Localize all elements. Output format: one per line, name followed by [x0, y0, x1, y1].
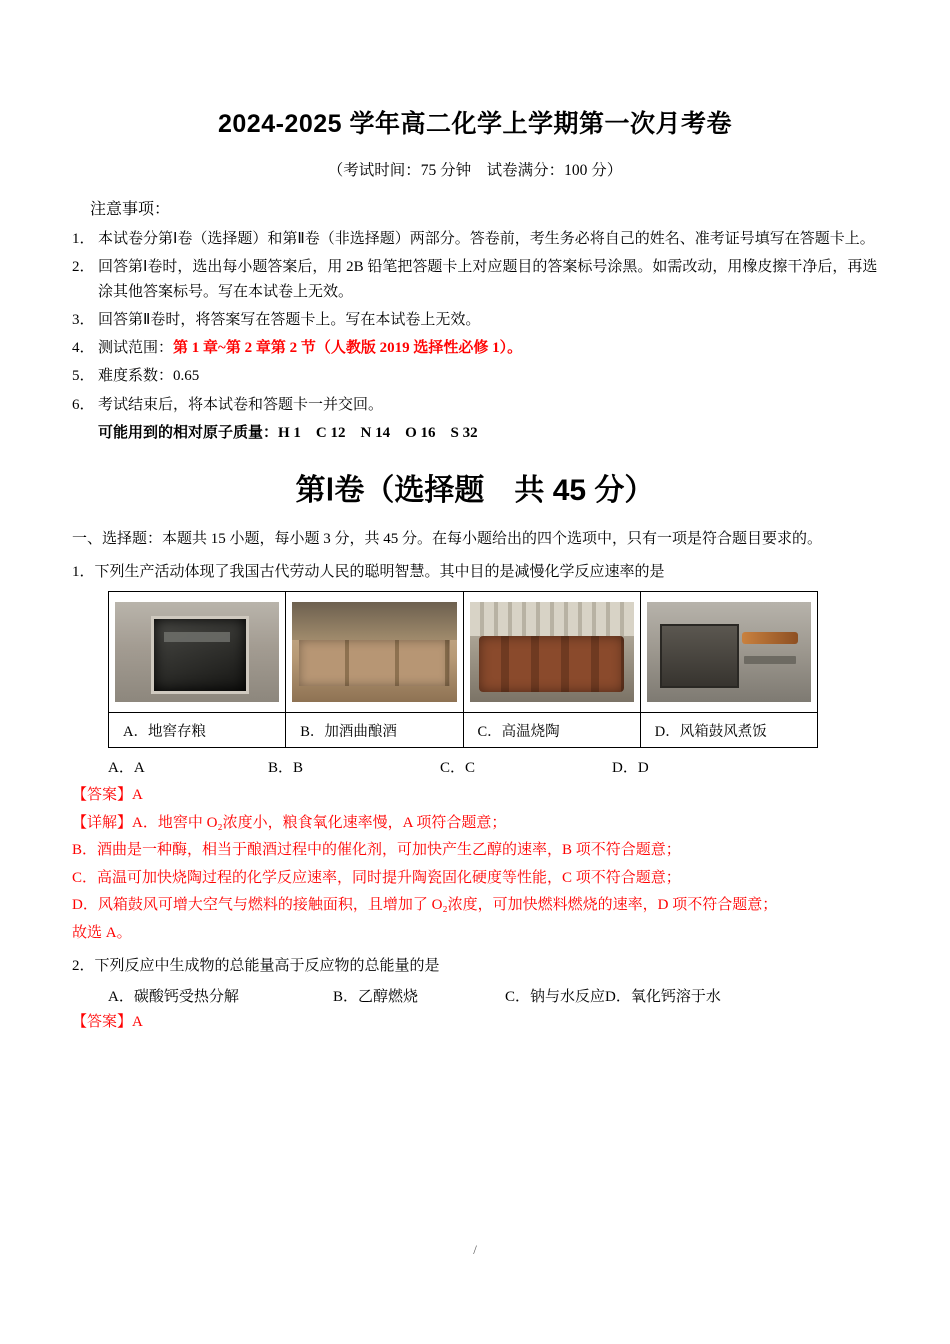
question-1-image-table — [108, 591, 818, 748]
caption-text-b: 加酒曲酿酒 — [324, 723, 397, 740]
cellar-photo — [115, 602, 279, 702]
note-text: 本试卷分第Ⅰ卷（选择题）和第Ⅱ卷（非选择题）两部分。答卷前，考生务必将自己的姓名、准考证号填写在答题卡上。 — [98, 231, 875, 247]
caption-text-c: 高温烧陶 — [501, 723, 560, 740]
caption-text-a: 地窖存粮 — [147, 723, 206, 740]
section-title: 第Ⅰ卷（选择题 共 45 分） — [295, 474, 655, 508]
image-cell-c — [463, 592, 640, 713]
answer-value: A — [132, 787, 143, 804]
question-2-choices — [108, 985, 878, 1006]
note-text: 回答第Ⅰ卷时，选出每小题答案后，用 2B 铅笔把答题卡上对应题目的答案标号涂黑。如需改动，用橡皮擦干净后，再选涂其他答案标号。写在本试卷上无效。 — [98, 259, 878, 300]
question-1-analysis-line — [72, 811, 878, 837]
question-1-analysis-line: 故选 A。 — [72, 924, 132, 941]
note-text: 回答第Ⅱ卷时，将答案写在答题卡上。写在本试卷上无效。 — [98, 311, 481, 328]
caption-cell-c — [463, 713, 640, 748]
image-cell-d — [640, 592, 817, 713]
atomic-mass-line: 可能用到的相对原子质量：H 1 C 12 N 14 O 16 S 32 — [98, 425, 478, 442]
option-d: D．D — [612, 760, 649, 777]
question-1-analysis-line: D．风箱鼓风可增大空气与燃料的接触面积，且增加了 O₂浓度，可加快燃料燃烧的速率，D 项不符合题意； — [72, 897, 778, 914]
table-row-images — [109, 592, 818, 713]
caption-label-a: A． — [123, 723, 148, 740]
bellows-photo — [647, 602, 811, 702]
question-1-options — [108, 756, 878, 777]
table-row-captions — [109, 713, 818, 748]
note-number: 3． — [72, 311, 95, 328]
caption-cell-a — [109, 713, 286, 748]
question-1 — [72, 560, 878, 585]
question-stem: 下列生产活动体现了我国古代劳动人民的聪明智慧。其中目的是减慢化学反应速率的是 — [94, 564, 665, 581]
question-1-answer — [72, 783, 878, 809]
note-label: 测试范围： — [98, 340, 174, 357]
section-intro: 一、选择题：本题共 15 小题，每小题 3 分，共 45 分。在每小题给出的四个选项中，只有一项是符合题目要求的。 — [72, 531, 823, 548]
choice-d: D．氧化钙溶于水 — [605, 989, 721, 1006]
note-number: 4． — [72, 340, 95, 357]
question-number: 1． — [72, 564, 95, 581]
note-item — [72, 227, 878, 251]
note-number: 2． — [72, 259, 95, 276]
caption-text-d: 风箱鼓风煮饭 — [679, 723, 767, 740]
question-1-analysis-line: B．酒曲是一种酶，相当于酿酒过程中的催化剂，可加快产生乙醇的速率，B 项不符合题意； — [72, 842, 681, 859]
answer-label: 【答案】 — [72, 1014, 133, 1031]
option-a: A．A — [108, 760, 145, 777]
brick-photo — [292, 602, 456, 702]
question-2 — [72, 954, 878, 979]
option-c: C．C — [440, 760, 476, 777]
note-number: 6． — [72, 396, 95, 413]
answer-label: 【答案】 — [72, 787, 133, 804]
analysis-label: 【详解】 — [72, 814, 133, 831]
page-footer-mark: / — [473, 1242, 477, 1257]
exam-subtitle: （考试时间：75 分钟 试卷满分：100 分） — [327, 162, 623, 179]
notice-heading: 注意事项： — [90, 201, 171, 218]
question-2-answer — [72, 1010, 878, 1036]
choice-b: B．乙醇燃烧 — [333, 989, 419, 1006]
note-item — [72, 308, 878, 332]
note-text: 考试结束后，将本试卷和答题卡一并交回。 — [98, 396, 384, 413]
image-cell-a — [109, 592, 286, 713]
analysis-text: A．地窖中 O₂浓度小，粮食氧化速率慢，A 项符合题意； — [132, 814, 507, 831]
note-number: 1． — [72, 231, 95, 247]
question-stem: 下列反应中生成物的总能量高于反应物的总能量的是 — [94, 958, 440, 975]
option-b: B．B — [268, 760, 304, 777]
note-number: 5． — [72, 368, 95, 385]
caption-label-d: D． — [654, 723, 680, 740]
note-item — [72, 393, 878, 417]
kiln-photo — [470, 602, 634, 702]
answer-value: A — [132, 1014, 143, 1031]
caption-label-b: B． — [300, 723, 325, 740]
choice-c: C．钠与水反应 — [505, 989, 606, 1006]
test-range-text: 第 1 章~第 2 章第 2 节（人教版 2019 选择性必修 1）。 — [173, 340, 523, 357]
choice-a: A．碳酸钙受热分解 — [108, 989, 239, 1006]
image-cell-b — [286, 592, 463, 713]
caption-label-c: C． — [477, 723, 502, 740]
note-item — [72, 364, 878, 388]
caption-cell-b — [286, 713, 463, 748]
note-item-test-range — [72, 336, 878, 360]
note-item — [72, 255, 878, 304]
page-title: 2024-2025 学年高二化学上学期第一次月考卷 — [217, 110, 732, 138]
note-text: 难度系数：0.65 — [98, 368, 200, 385]
caption-cell-d — [640, 713, 817, 748]
question-1-analysis-line: C．高温可加快烧陶过程的化学反应速率，同时提升陶瓷固化硬度等性能，C 项不符合题意； — [72, 869, 681, 886]
question-number: 2． — [72, 958, 95, 975]
